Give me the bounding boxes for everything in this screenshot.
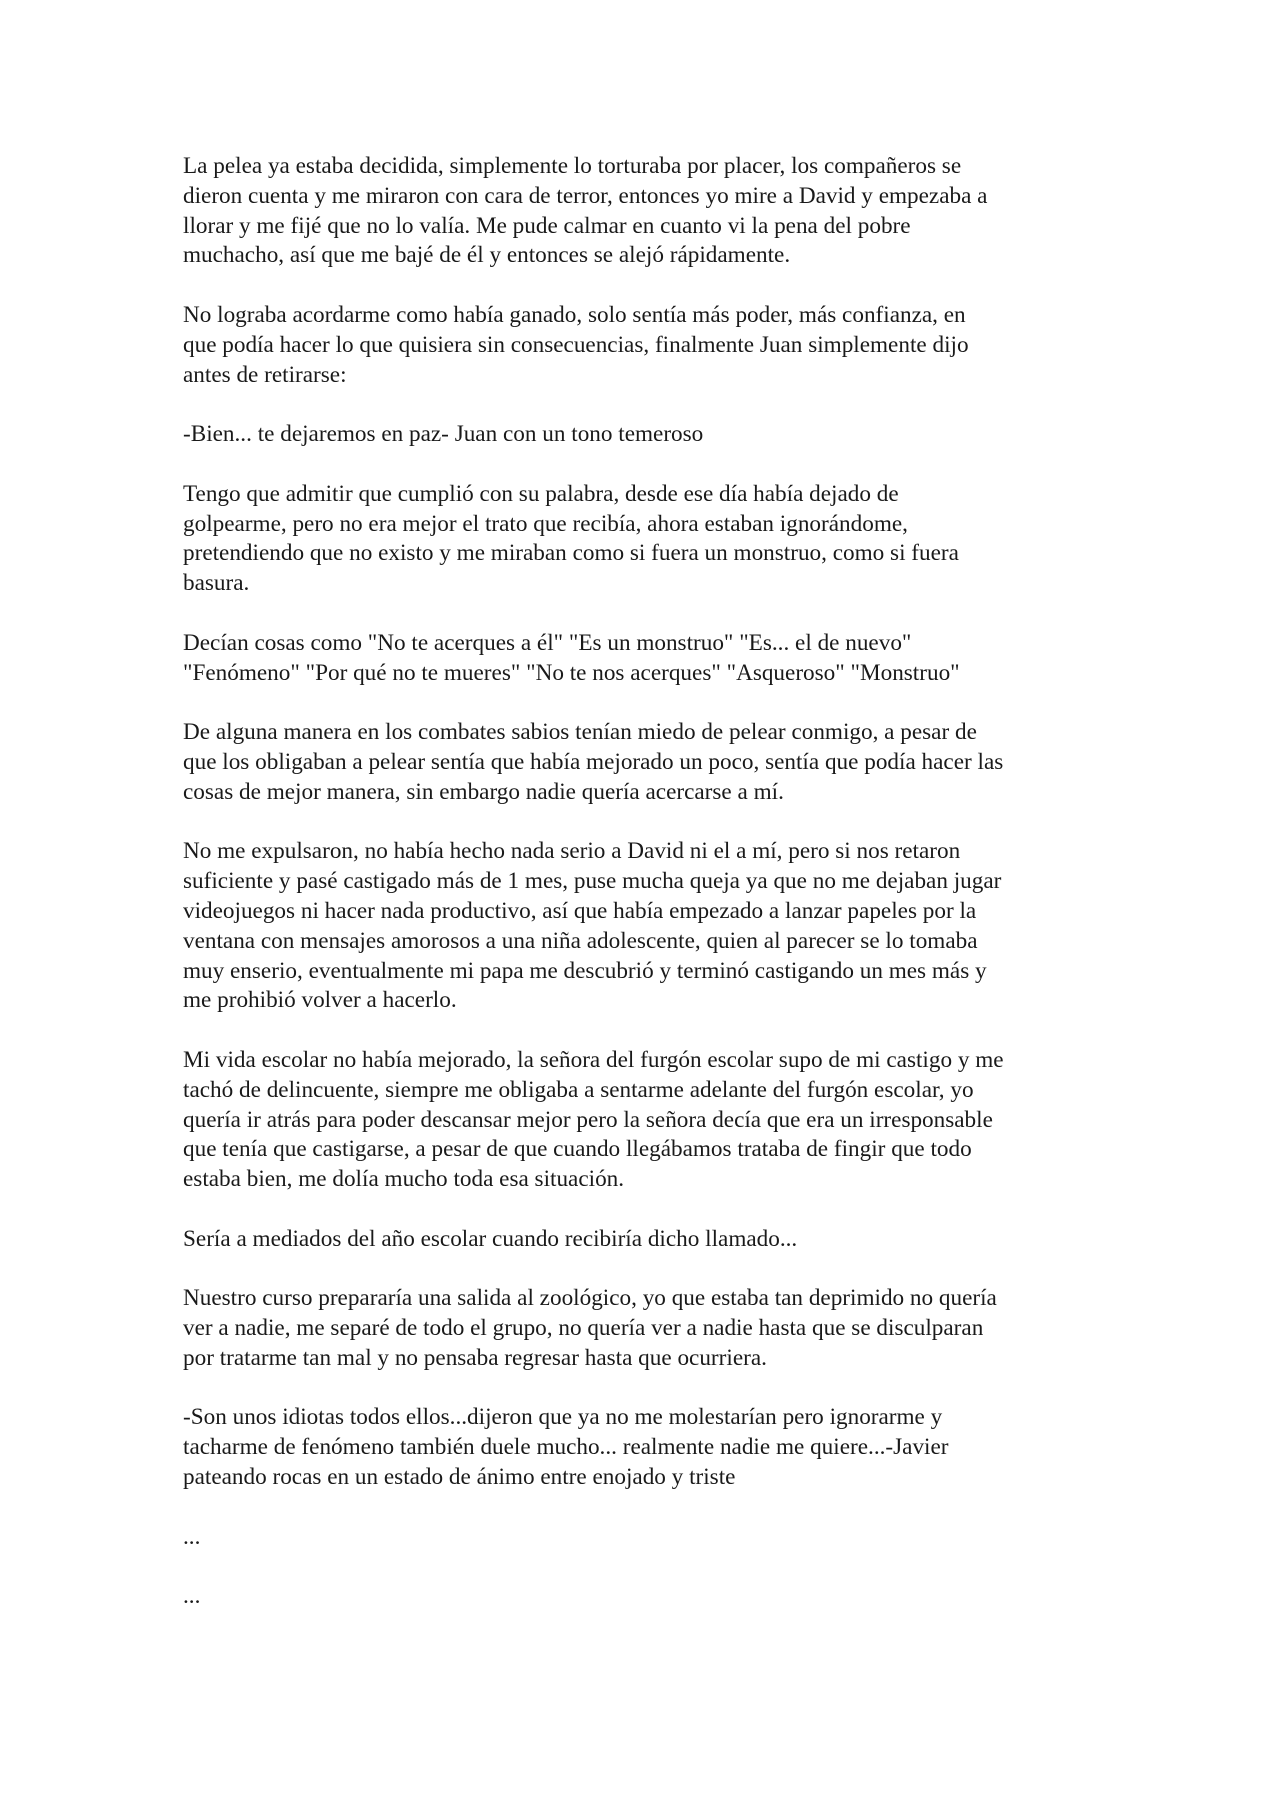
paragraph: Mi vida escolar no había mejorado, la señora del furgón escolar supo de mi castigo y me tachó de delincuente, siempre me obligaba a sentarme adelante del furgón escolar, yo quería ir atrás para poder descansar mejor pero la señora decía que era un irresponsable que tenía que castigarse, a pesar de que cuando llegábamos trataba de fingir que todo estaba bien, me dolía mucho toda esa situación. (183, 1046, 1004, 1193)
paragraph: Decían cosas como "No te acerques a él" "Es un monstruo" "Es... el de nuevo" "Fenómeno" "Por qué no te mueres" "No te nos acerques" "Asqueroso" "Monstruo" (183, 629, 960, 686)
ellipsis-break: ... (183, 1523, 201, 1550)
paragraph: Tengo que admitir que cumplió con su palabra, desde ese día había dejado de golpearme, pero no era mejor el trato que recibía, ahora estaban ignorándome, pretendiendo que no existo y me miraban como si fuera un monstruo, como si fuera basura. (183, 480, 959, 597)
ellipsis-break: ... (183, 1583, 201, 1610)
paragraph: La pelea ya estaba decidida, simplemente lo torturaba por placer, los compañeros se dieron cuenta y me miraron con cara de terror, entonces yo mire a David y empezaba a llorar y me fijé que no lo valía. Me pude calmar en cuanto vi la pena del pobre muchacho, así que me bajé de él y entonces se alejó rápidamente. (183, 153, 988, 269)
paragraph: Nuestro curso prepararía una salida al zoológico, yo que estaba tan deprimido no quería ver a nadie, me separé de todo el grupo, no quería ver a nadie hasta que se disculparan por tratarme tan mal y no pensaba regresar hasta que ocurriera. (183, 1285, 997, 1371)
dialogue-line: -Bien... te dejaremos en paz- Juan con un tono temeroso (183, 421, 704, 448)
paragraph: No me expulsaron, no había hecho nada serio a David ni el a mí, pero si nos retaron suficiente y pasé castigado más de 1 mes, puse mucha queja ya que no me dejaban jugar videojuegos ni hacer nada productivo, así que había empezado a lanzar papeles por la ventana con mensajes amorosos a una niña adolescente, quien al parecer se lo tomaba muy enserio, eventualmente mi papa me descubrió y terminó castigando un mes más y me prohibió volver a hacerlo. (183, 838, 1002, 1014)
dialogue-line: -Son unos idiotas todos ellos...dijeron que ya no me molestarían pero ignorarme y tacharme de fenómeno también duele mucho... realmente nadie me quiere...-Javier pateando rocas en un estado de ánimo entre enojado y triste (183, 1404, 949, 1491)
paragraph: Sería a mediados del año escolar cuando recibiría dicho llamado... (183, 1225, 798, 1252)
paragraph: No lograba acordarme como había ganado, solo sentía más poder, más confianza, en que podía hacer lo que quisiera sin consecuencias, finalmente Juan simplemente dijo antes de retirarse: (183, 301, 969, 388)
document-body (183, 152, 1103, 1642)
paragraph: De alguna manera en los combates sabios tenían miedo de pelear conmigo, a pesar de que los obligaban a pelear sentía que había mejorado un poco, sentía que podía hacer las cosas de mejor manera, sin embargo nadie quería acercarse a mí. (183, 719, 1004, 805)
